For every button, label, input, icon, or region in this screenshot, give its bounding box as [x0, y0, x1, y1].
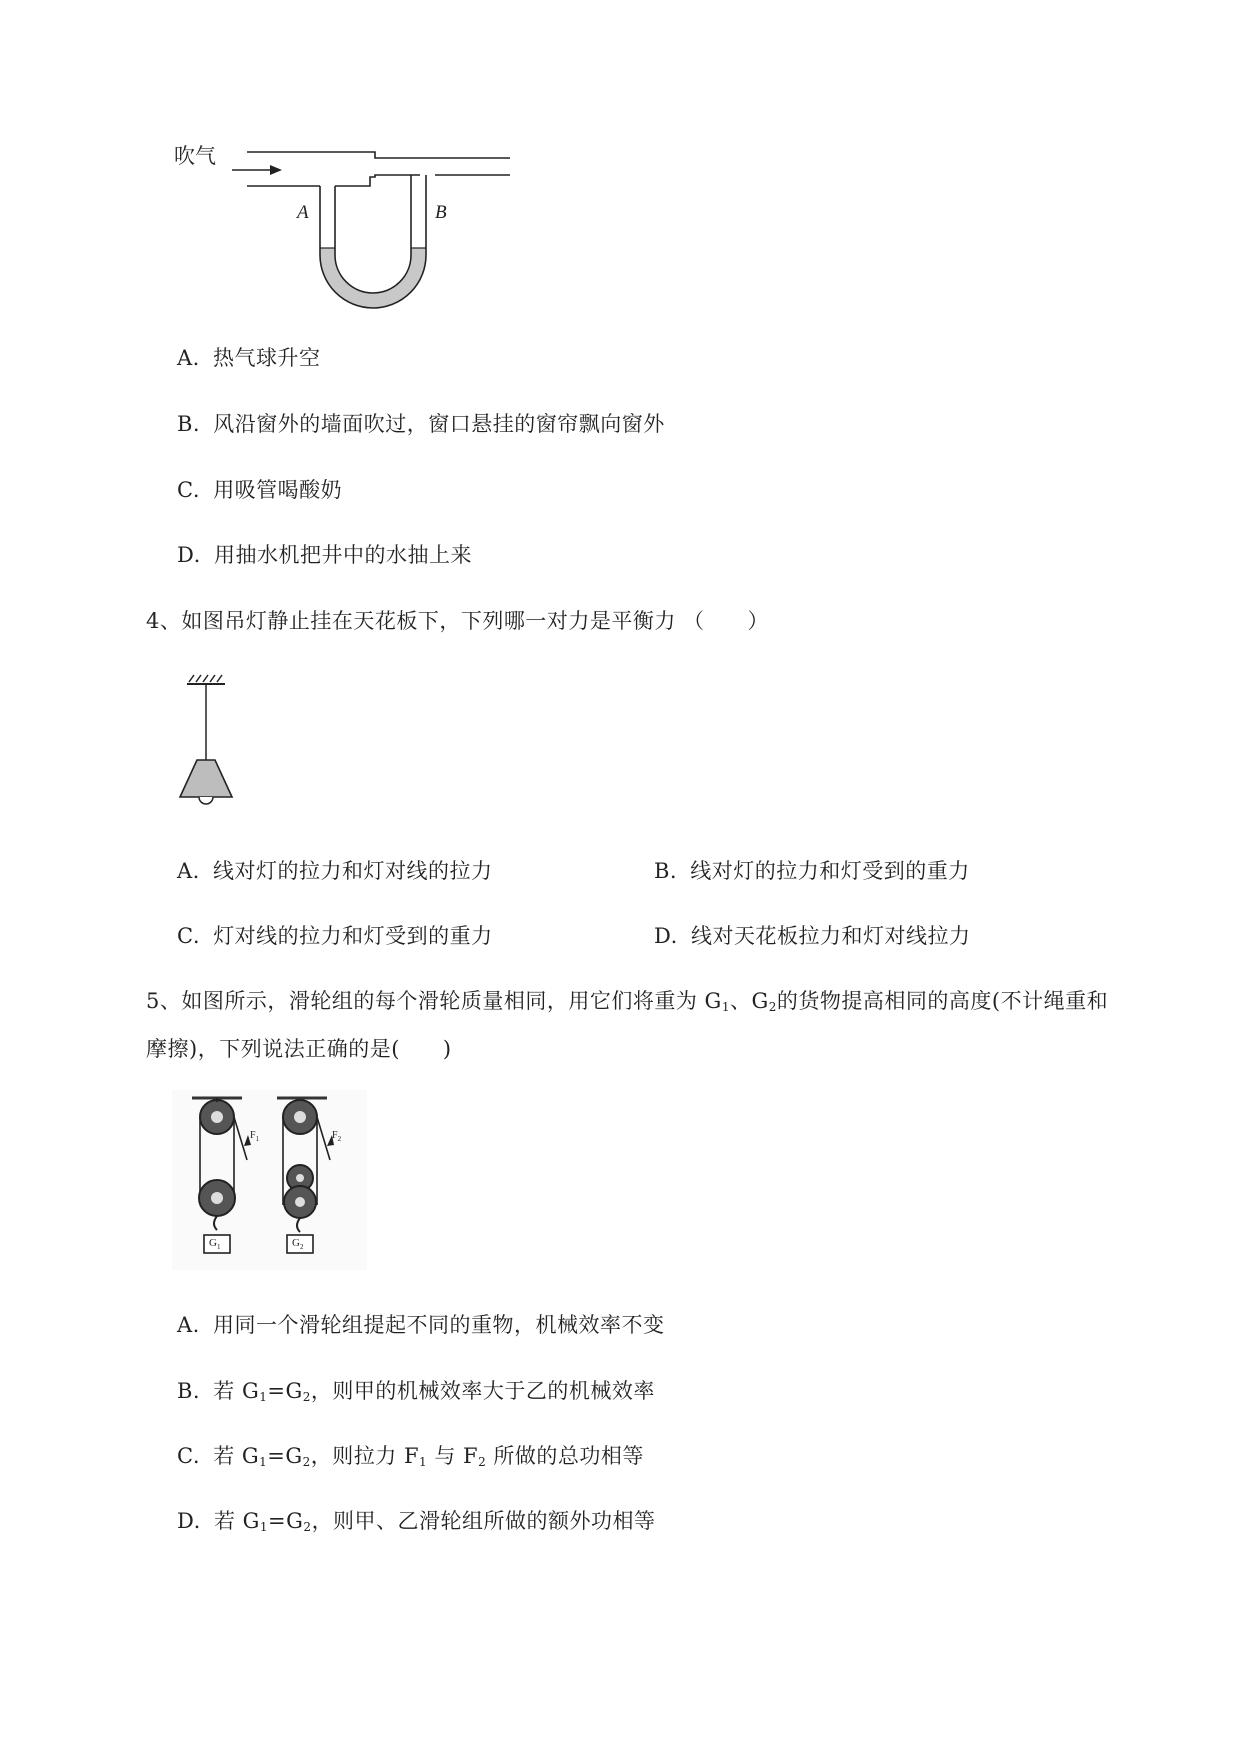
g1-label: $G_1$: [209, 1237, 221, 1251]
label-b: B: [435, 202, 447, 223]
option-letter: D.: [177, 1509, 201, 1533]
option-text: 用抽水机把井中的水抽上来: [213, 543, 472, 567]
pulley-diagram: [172, 1090, 367, 1270]
label-a: A: [297, 202, 309, 223]
q5-stem-part2: 、G: [729, 989, 769, 1013]
hanging-lamp-diagram: [175, 672, 245, 812]
option-letter: D.: [177, 543, 201, 567]
option-letter: C.: [177, 478, 200, 502]
option-letter: A.: [177, 859, 200, 883]
option-letter: B.: [177, 412, 201, 436]
blow-label: 吹气: [174, 144, 216, 168]
option-text: 若 $G_1=G_2$，则甲、乙滑轮组所做的额外功相等: [213, 1509, 656, 1534]
q5-option-b: [177, 1377, 655, 1411]
f2-label: $F_2$: [332, 1130, 342, 1143]
option-text: 若 $G_1=G_2$，则甲的机械效率大于乙的机械效率: [213, 1379, 655, 1404]
q5-stem-line2: 摩擦)，下列说法正确的是( ): [146, 1037, 452, 1061]
q4-option-a: [177, 857, 493, 885]
q5-stem-sub2: 2: [768, 1000, 777, 1014]
option-letter: C.: [177, 1444, 200, 1468]
option-letter: B.: [654, 859, 678, 883]
u-tube-diagram: [170, 130, 520, 310]
q5-stem-sub1: 1: [721, 1000, 730, 1014]
q5-stem-part1: 5、如图所示，滑轮组的每个滑轮质量相同，用它们将重为 G: [146, 989, 722, 1013]
q3-option-b: [177, 410, 665, 438]
u-tube-figure: [170, 130, 520, 310]
q5-option-a: [177, 1311, 665, 1339]
q3-option-c: [177, 476, 342, 504]
option-letter: D.: [654, 924, 678, 948]
q5-option-c: [177, 1442, 644, 1476]
q5-option-d: [177, 1507, 656, 1541]
pulley-figure: [172, 1090, 367, 1270]
option-letter: A.: [177, 1313, 200, 1337]
option-letter: C.: [177, 924, 200, 948]
option-text: 用吸管喝酸奶: [213, 478, 343, 502]
q3-option-a: [177, 344, 321, 372]
lamp-figure: [175, 672, 245, 812]
option-letter: B.: [177, 1379, 201, 1403]
option-text: 线对天花板拉力和灯对线拉力: [690, 924, 971, 948]
q4-option-d: [654, 922, 970, 950]
q5-stem: [146, 980, 1146, 1070]
q4-stem: 4、如图吊灯静止挂在天花板下，下列哪一对力是平衡力 （ ）: [146, 609, 770, 633]
option-text: 线对灯的拉力和灯对线的拉力: [213, 859, 493, 883]
option-letter: A.: [177, 346, 200, 370]
option-text: 若 $G_1=G_2$，则拉力 $F_1$ 与 $F_2$ 所做的总功相等: [213, 1444, 644, 1469]
q4-option-c: [177, 922, 493, 950]
q4-option-b: [654, 857, 970, 885]
q3-option-d: [177, 541, 472, 569]
q5-stem-part3: 的货物提高相同的高度(不计绳重和: [776, 989, 1109, 1013]
option-text: 线对灯的拉力和灯受到的重力: [690, 859, 970, 883]
option-text: 风沿窗外的墙面吹过，窗口悬挂的窗帘飘向窗外: [213, 412, 665, 436]
option-text: 灯对线的拉力和灯受到的重力: [213, 924, 493, 948]
option-text: 热气球升空: [213, 346, 321, 370]
f1-label: $F_1$: [250, 1130, 260, 1143]
g2-label: $G_2$: [292, 1237, 304, 1251]
option-text: 用同一个滑轮组提起不同的重物，机械效率不变: [213, 1313, 665, 1337]
